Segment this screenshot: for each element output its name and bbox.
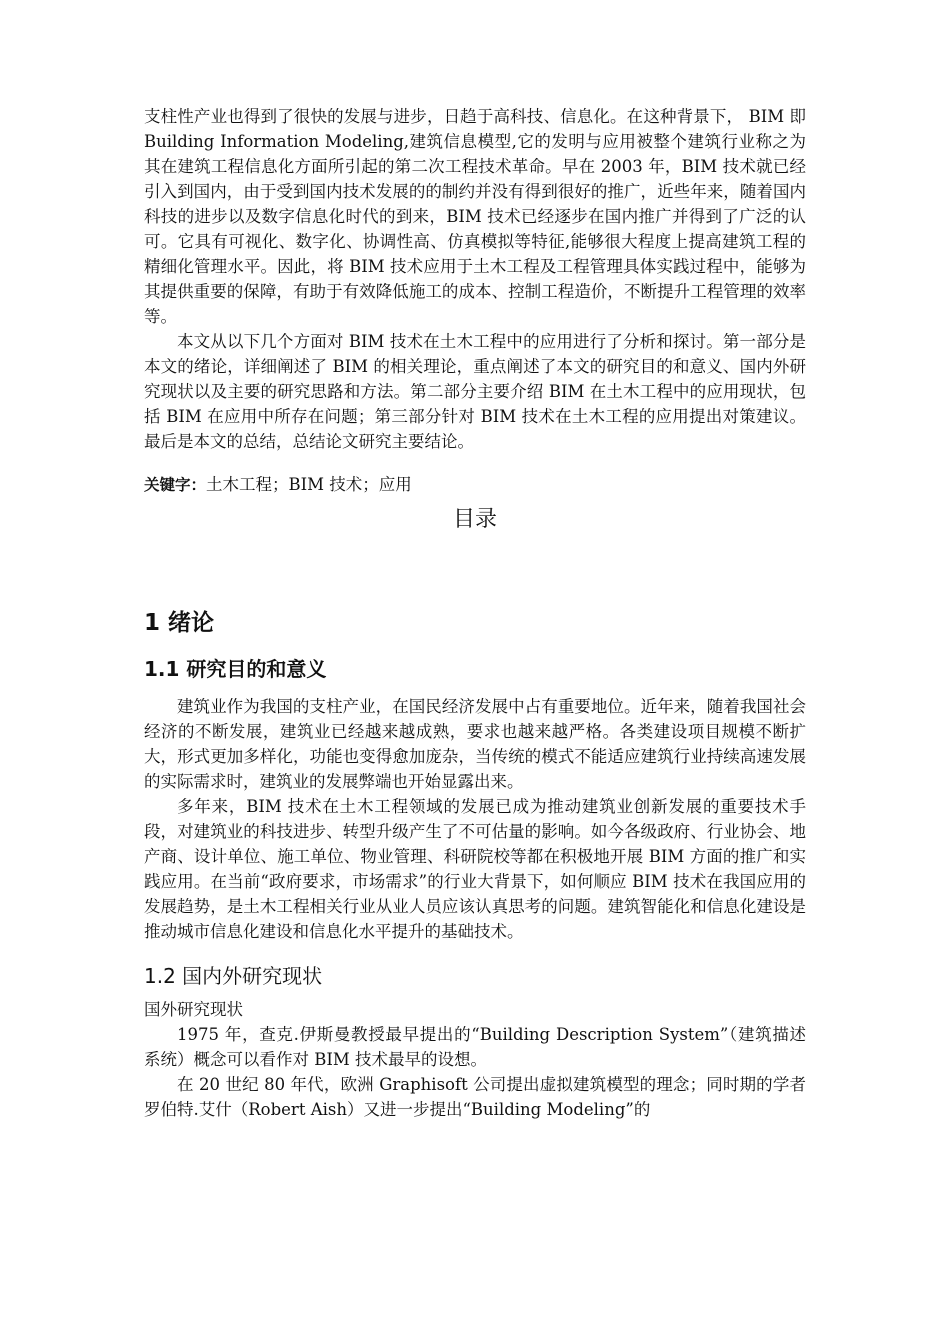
section-1-1-paragraph-1: 建筑业作为我国的支柱产业，在国民经济发展中占有重要地位。近年来，随着我国社会经济的不断发展，建筑业已经越来越成熟，要求也越来越严格。各类建设项目规模不断扩大，形式更加多样化，功能也变得愈加庞杂，当传统的模式不能适应建筑行业持续高速发展的实际需求时，建筑业的发展弊端也开始显露出来。 — [144, 697, 806, 791]
abstract-paragraph-2: 本文从以下几个方面对 BIM 技术在土木工程中的应用进行了分析和探讨。第一部分是本文的绪论，详细阐述了 BIM 的相关理论，重点阐述了本文的研究目的和意义、国内外研究现状以及主要的研究思路和方法。第二部分主要介绍 BIM 在土木工程中的应用现状，包括 BIM 在应用中所存在问题；第三部分针对 BIM 技术在土木工程的应用提出对策建议。最后是本文的总结，总结论文研究主要结论。 — [144, 332, 806, 451]
keywords-line — [144, 472, 806, 498]
keywords-label: 关键字： — [144, 476, 207, 494]
chapter-1-heading: 1 绪论 — [144, 610, 215, 636]
section-1-2-paragraph-2: 在 20 世纪 80 年代，欧洲 Graphisoft 公司提出虚拟建筑模型的理念；同时期的学者罗伯特.艾什（Robert Aish）又进一步提出“Building Modeling”的 — [144, 1075, 806, 1119]
document-page — [144, 104, 806, 1122]
section-1-1-paragraph-2: 多年来，BIM 技术在土木工程领域的发展已成为推动建筑业创新发展的重要技术手段，对建筑业的科技进步、转型升级产生了不可估量的影响。如今各级政府、行业协会、地产商、设计单位、施工单位、物业管理、科研院校等都在积极地开展 BIM 方面的推广和实践应用。在当前“政府要求，市场需求”的行业大背景下，如何顺应 BIM 技术在我国应用的发展趋势，是土木工程相关行业从业人员应该认真思考的问题。建筑智能化和信息化建设是推动城市信息化建设和信息化水平提升的基础技术。 — [144, 797, 806, 941]
abstract-paragraph-1: 支柱性产业也得到了很快的发展与进步，日趋于高科技、信息化。在这种背景下， BIM 即 Building Information Modeling,建筑信息模型,它的发明与应用被整个建筑行业称之为其在建筑工程信息化方面所引起的第二次工程技术革命。早在 2003 年，BIM 技术就已经引入到国内，由于受到国内技术发展的的制约并没有得到很好的推广，近些年来，随着国内科技的进步以及数字信息化时代的到来，BIM 技术已经逐步在国内推广并得到了广泛的认可。它具有可视化、数字化、协调性高、仿真模拟等特征,能够很大程度上提高建筑工程的精细化管理水平。因此，将 BIM 技术应用于土木工程及工程管理具体实践过程中，能够为其提供重要的保障，有助于有效降低施工的成本、控制工程造价，不断提升工程管理的效率等。 — [144, 107, 806, 326]
section-1-1-heading: 1.1 研究目的和意义 — [144, 657, 327, 681]
toc-title: 目录 — [452, 507, 497, 532]
keywords-text: 土木工程；BIM 技术；应用 — [206, 475, 412, 494]
subsection-foreign-research: 国外研究现状 — [144, 1000, 243, 1019]
section-1-2-paragraph-1: 1975 年，查克.伊斯曼教授最早提出的“Building Description System”（建筑描述系统）概念可以看作对 BIM 技术最早的设想。 — [144, 1025, 806, 1069]
section-1-2-heading: 1.2 国内外研究现状 — [144, 964, 323, 988]
